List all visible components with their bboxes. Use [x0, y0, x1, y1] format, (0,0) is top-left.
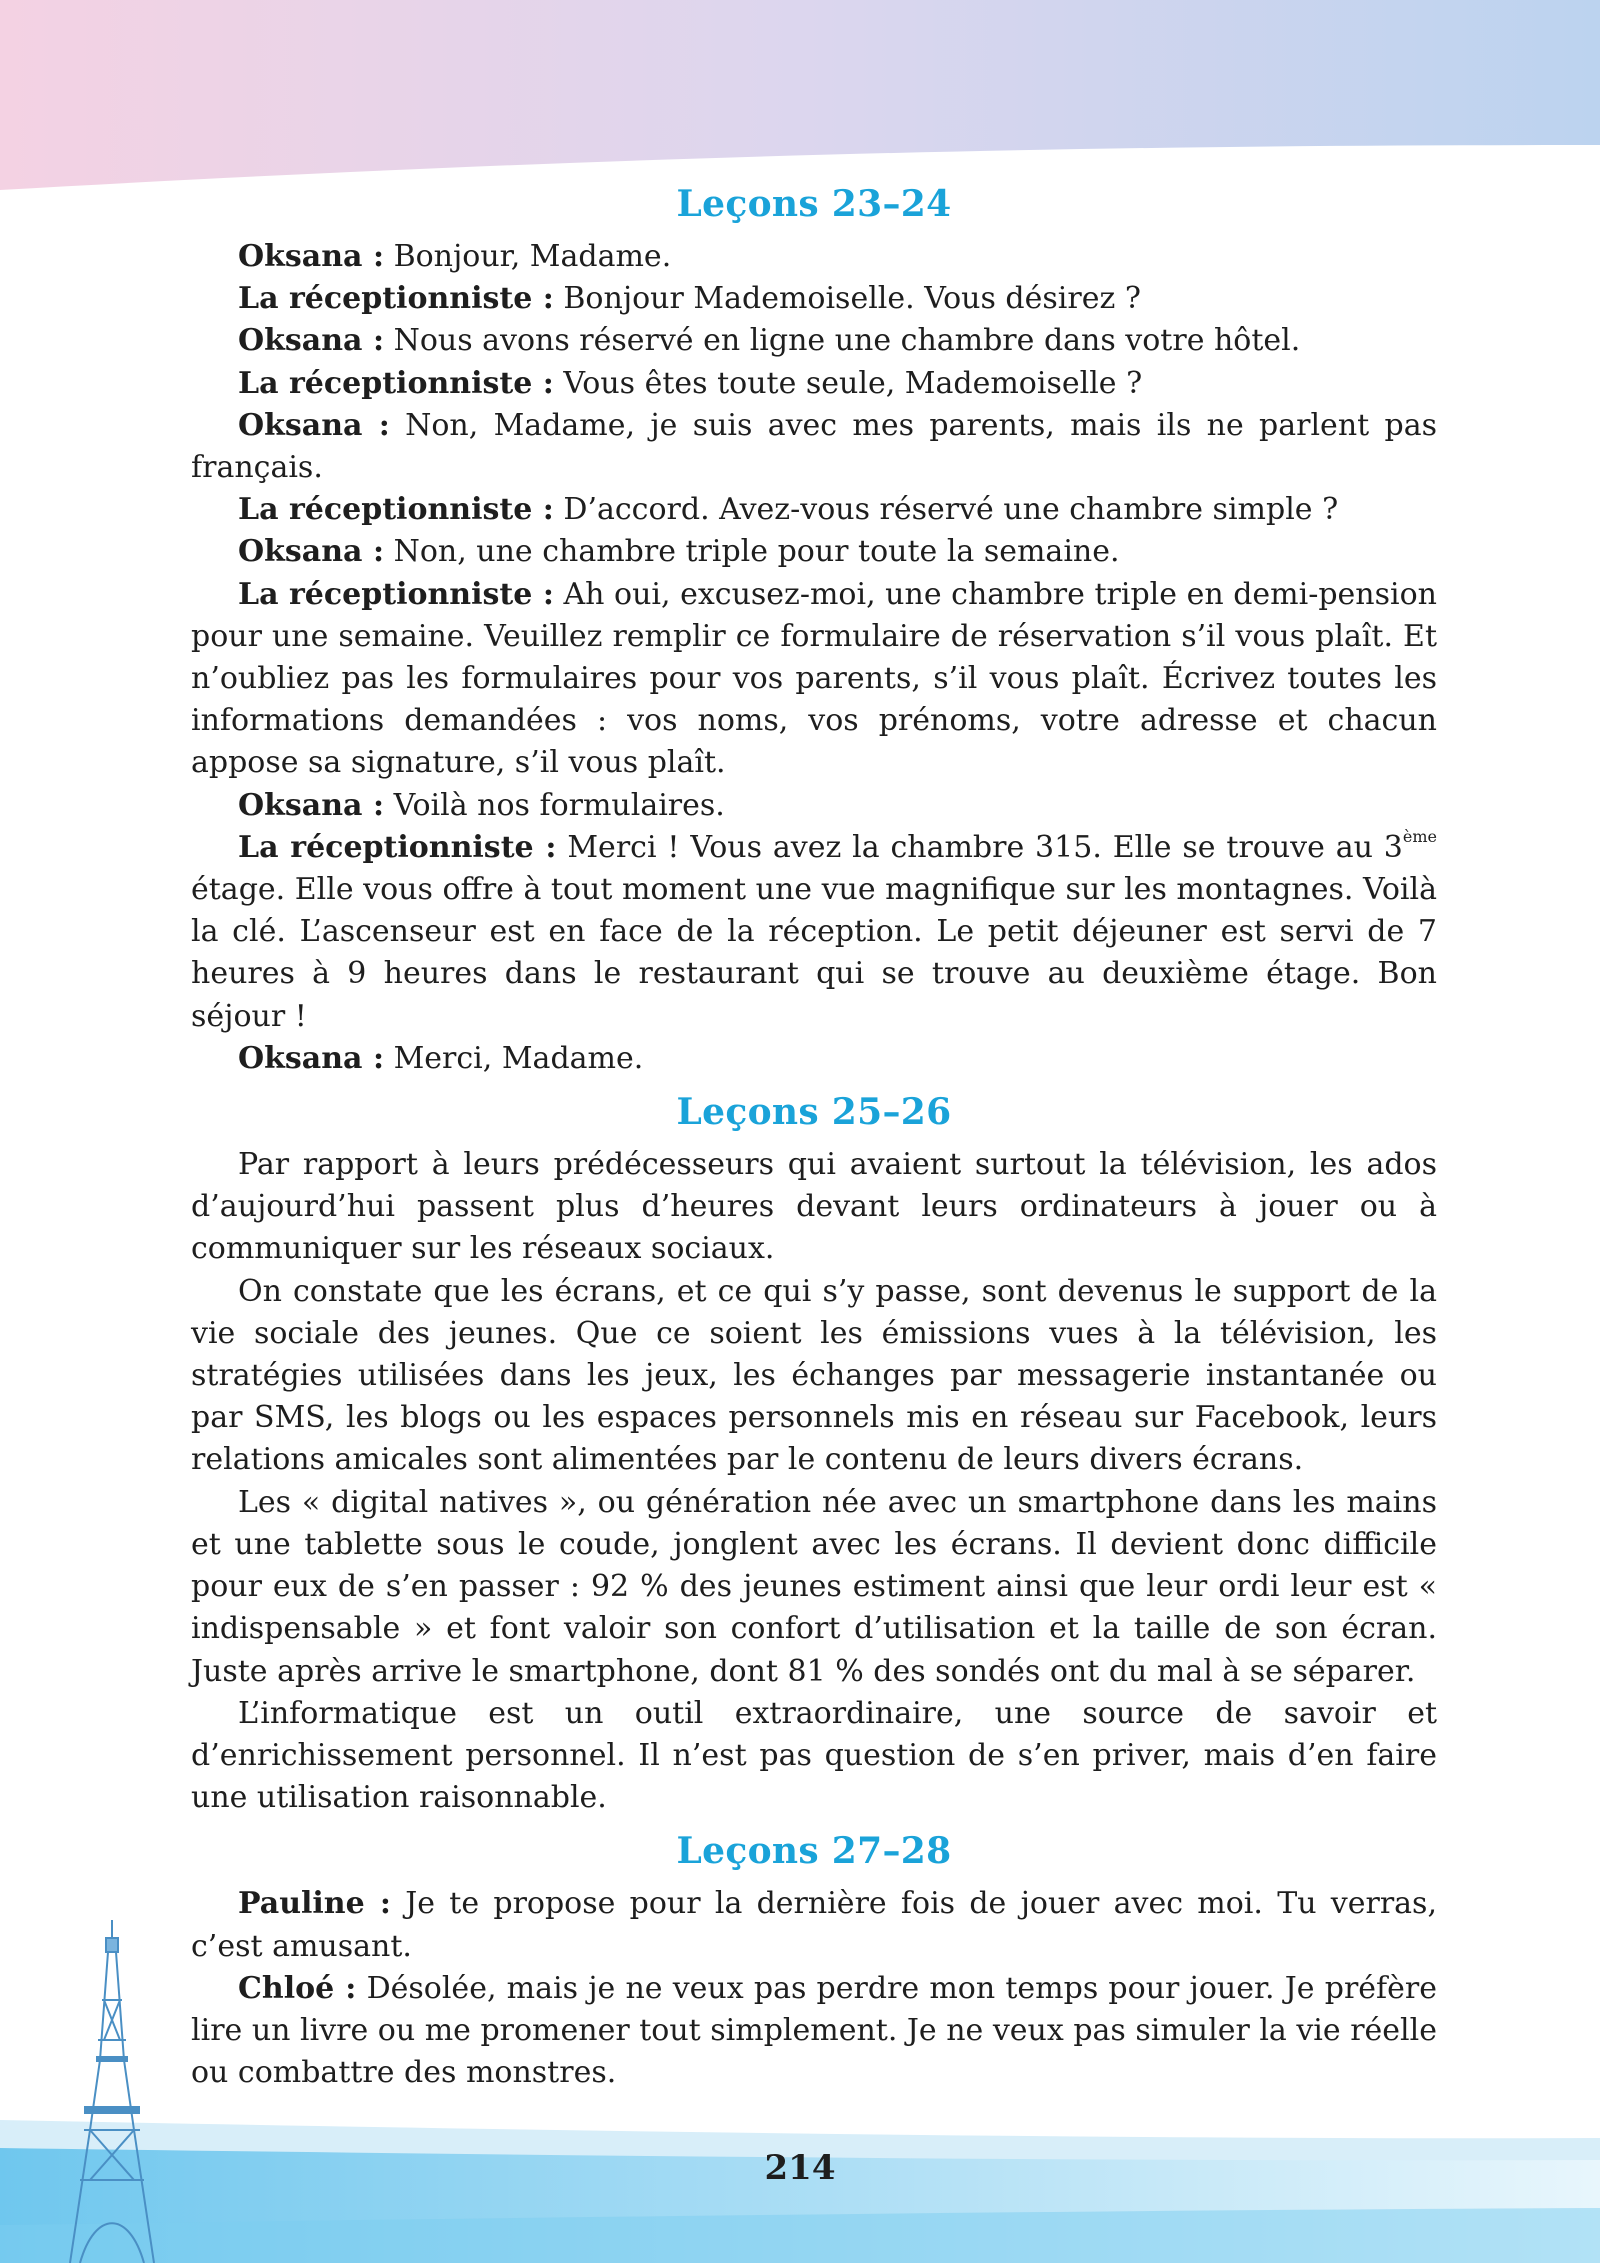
dialogue-line — [191, 405, 1437, 489]
line-text: Ah oui, excusez-moi, une chambre triple en demi-pension pour une semaine. Veuillez remplir ce formulaire de réservation s’il vous plaît. Et n’oubliez pas les formulaires pour vos parents, s’il vous plaît. Écrivez toutes les informations demandées : vos noms, vos prénoms, votre adresse et chacun appose sa signature, s’il vous plaît. — [191, 576, 1437, 781]
line-text: étage. Elle vous offre à tout moment une vue magnifique sur les montagnes. Voilà la clé. L’ascenseur est en face de la réception. Le petit déjeuner est servi de 7 heures à 9 heures dans le restaurant qui se trouve au deuxième étage. Bon séjour ! — [191, 872, 1437, 1034]
line-text: Bonjour Mademoiselle. Vous désirez ? — [563, 281, 1141, 317]
speaker-name: Oksana : — [238, 407, 390, 443]
dialogue-line — [191, 1038, 1437, 1080]
section-lecons-25-26 — [191, 1080, 1437, 1819]
dialogue-line — [191, 1883, 1437, 1967]
dialogue-line — [191, 531, 1437, 573]
line-text: Nous avons réservé en ligne une chambre dans votre hôtel. — [393, 323, 1301, 359]
section-lecons-27-28 — [191, 1819, 1437, 2094]
speaker-name: Oksana : — [238, 787, 385, 823]
section-title: Leçons 23–24 — [676, 183, 952, 225]
dialogue-line — [191, 489, 1437, 531]
paragraph: Par rapport à leurs prédécesseurs qui avaient surtout la télévision, les ados d’aujourd’hui passent plus d’heures devant leurs ordinateurs à jouer ou à communiquer sur les réseaux sociaux. — [191, 1147, 1437, 1267]
page-number: 214 — [764, 2148, 836, 2188]
section-lecons-23-24 — [191, 172, 1437, 1080]
line-text: Bonjour, Madame. — [393, 239, 672, 274]
speaker-name: La réceptionniste : — [238, 365, 554, 401]
line-text: Vous êtes toute seule, Mademoiselle ? — [563, 365, 1143, 401]
paragraph: L’informatique est un outil extraordinaire, une source de savoir et d’enrichissement personnel. Il n’est pas question de s’en priver, mais d’en faire une utilisation raisonnable. — [191, 1695, 1437, 1816]
line-text: Voilà nos formulaires. — [393, 787, 725, 823]
dialogue-line — [191, 236, 1437, 278]
line-text: Désolée, mais je ne veux pas perdre mon temps pour jouer. Je préfère lire un livre ou me promener tout simplement. Je ne veux pas simuler la vie réelle ou combattre des monstres. — [191, 1970, 1438, 2091]
speaker-name: La réceptionniste : — [238, 576, 554, 612]
eiffel-tower-illustration — [40, 1920, 190, 2263]
dialogue-line — [191, 1968, 1437, 2095]
line-text: D’accord. Avez-vous réservé une chambre simple ? — [563, 492, 1339, 528]
speaker-name: Oksana : — [238, 239, 385, 274]
dialogue-line — [191, 320, 1437, 362]
speaker-name: Oksana : — [238, 534, 385, 570]
ordinal-suffix: ème — [1402, 826, 1437, 846]
line-text: Merci, Madame. — [393, 1040, 644, 1076]
section-title: Leçons 25–26 — [676, 1091, 952, 1134]
speaker-name: Oksana : — [238, 323, 385, 359]
speaker-name: La réceptionniste : — [238, 829, 557, 865]
dialogue-line — [191, 574, 1437, 785]
dialogue-line — [191, 363, 1437, 405]
main-content — [191, 172, 1437, 2094]
top-decorative-band — [0, 0, 1600, 200]
line-text: Non, une chambre triple pour toute la semaine. — [393, 534, 1120, 570]
line-text: Non, Madame, je suis avec mes parents, mais ils ne parlent pas français. — [191, 407, 1437, 486]
line-text: Merci ! Vous avez la chambre 315. Elle se trouve au 3 — [567, 829, 1403, 865]
speaker-name: Oksana : — [238, 1040, 385, 1076]
line-text: Je te propose pour la dernière fois de jouer avec moi. Tu verras, c’est amusant. — [191, 1886, 1437, 1964]
speaker-name: Pauline : — [238, 1886, 391, 1922]
speaker-name: Chloé : — [238, 1970, 357, 2006]
dialogue-line — [191, 827, 1437, 1038]
paragraph: Les « digital natives », ou génération née avec un smartphone dans les mains et une tablette sous le coude, jonglent avec les écrans. Il devient donc difficile pour eux de s’en passer : 92 % des jeunes estiment ainsi que leur ordi leur est « indispensable » et font valoir son confort d’utilisation et la taille de son écran. Juste après arrive le smartphone, dont 81 % des sondés ont du mal à se séparer. — [191, 1484, 1437, 1689]
section-title: Leçons 27–28 — [676, 1830, 952, 1873]
paragraph: On constate que les écrans, et ce qui s’y passe, sont devenus le support de la vie sociale des jeunes. Que ce soient les émissions vues à la télévision, les stratégies utilisées dans les jeux, les échanges par messagerie instantanée ou par SMS, les blogs ou les espaces personnels mis en réseau sur Facebook, leurs relations amicales sont alimentées par le contenu de leurs divers écrans. — [191, 1273, 1437, 1478]
speaker-name: La réceptionniste : — [238, 492, 554, 528]
dialogue-line — [191, 278, 1437, 320]
speaker-name: La réceptionniste : — [238, 281, 554, 317]
dialogue-line — [191, 785, 1437, 827]
